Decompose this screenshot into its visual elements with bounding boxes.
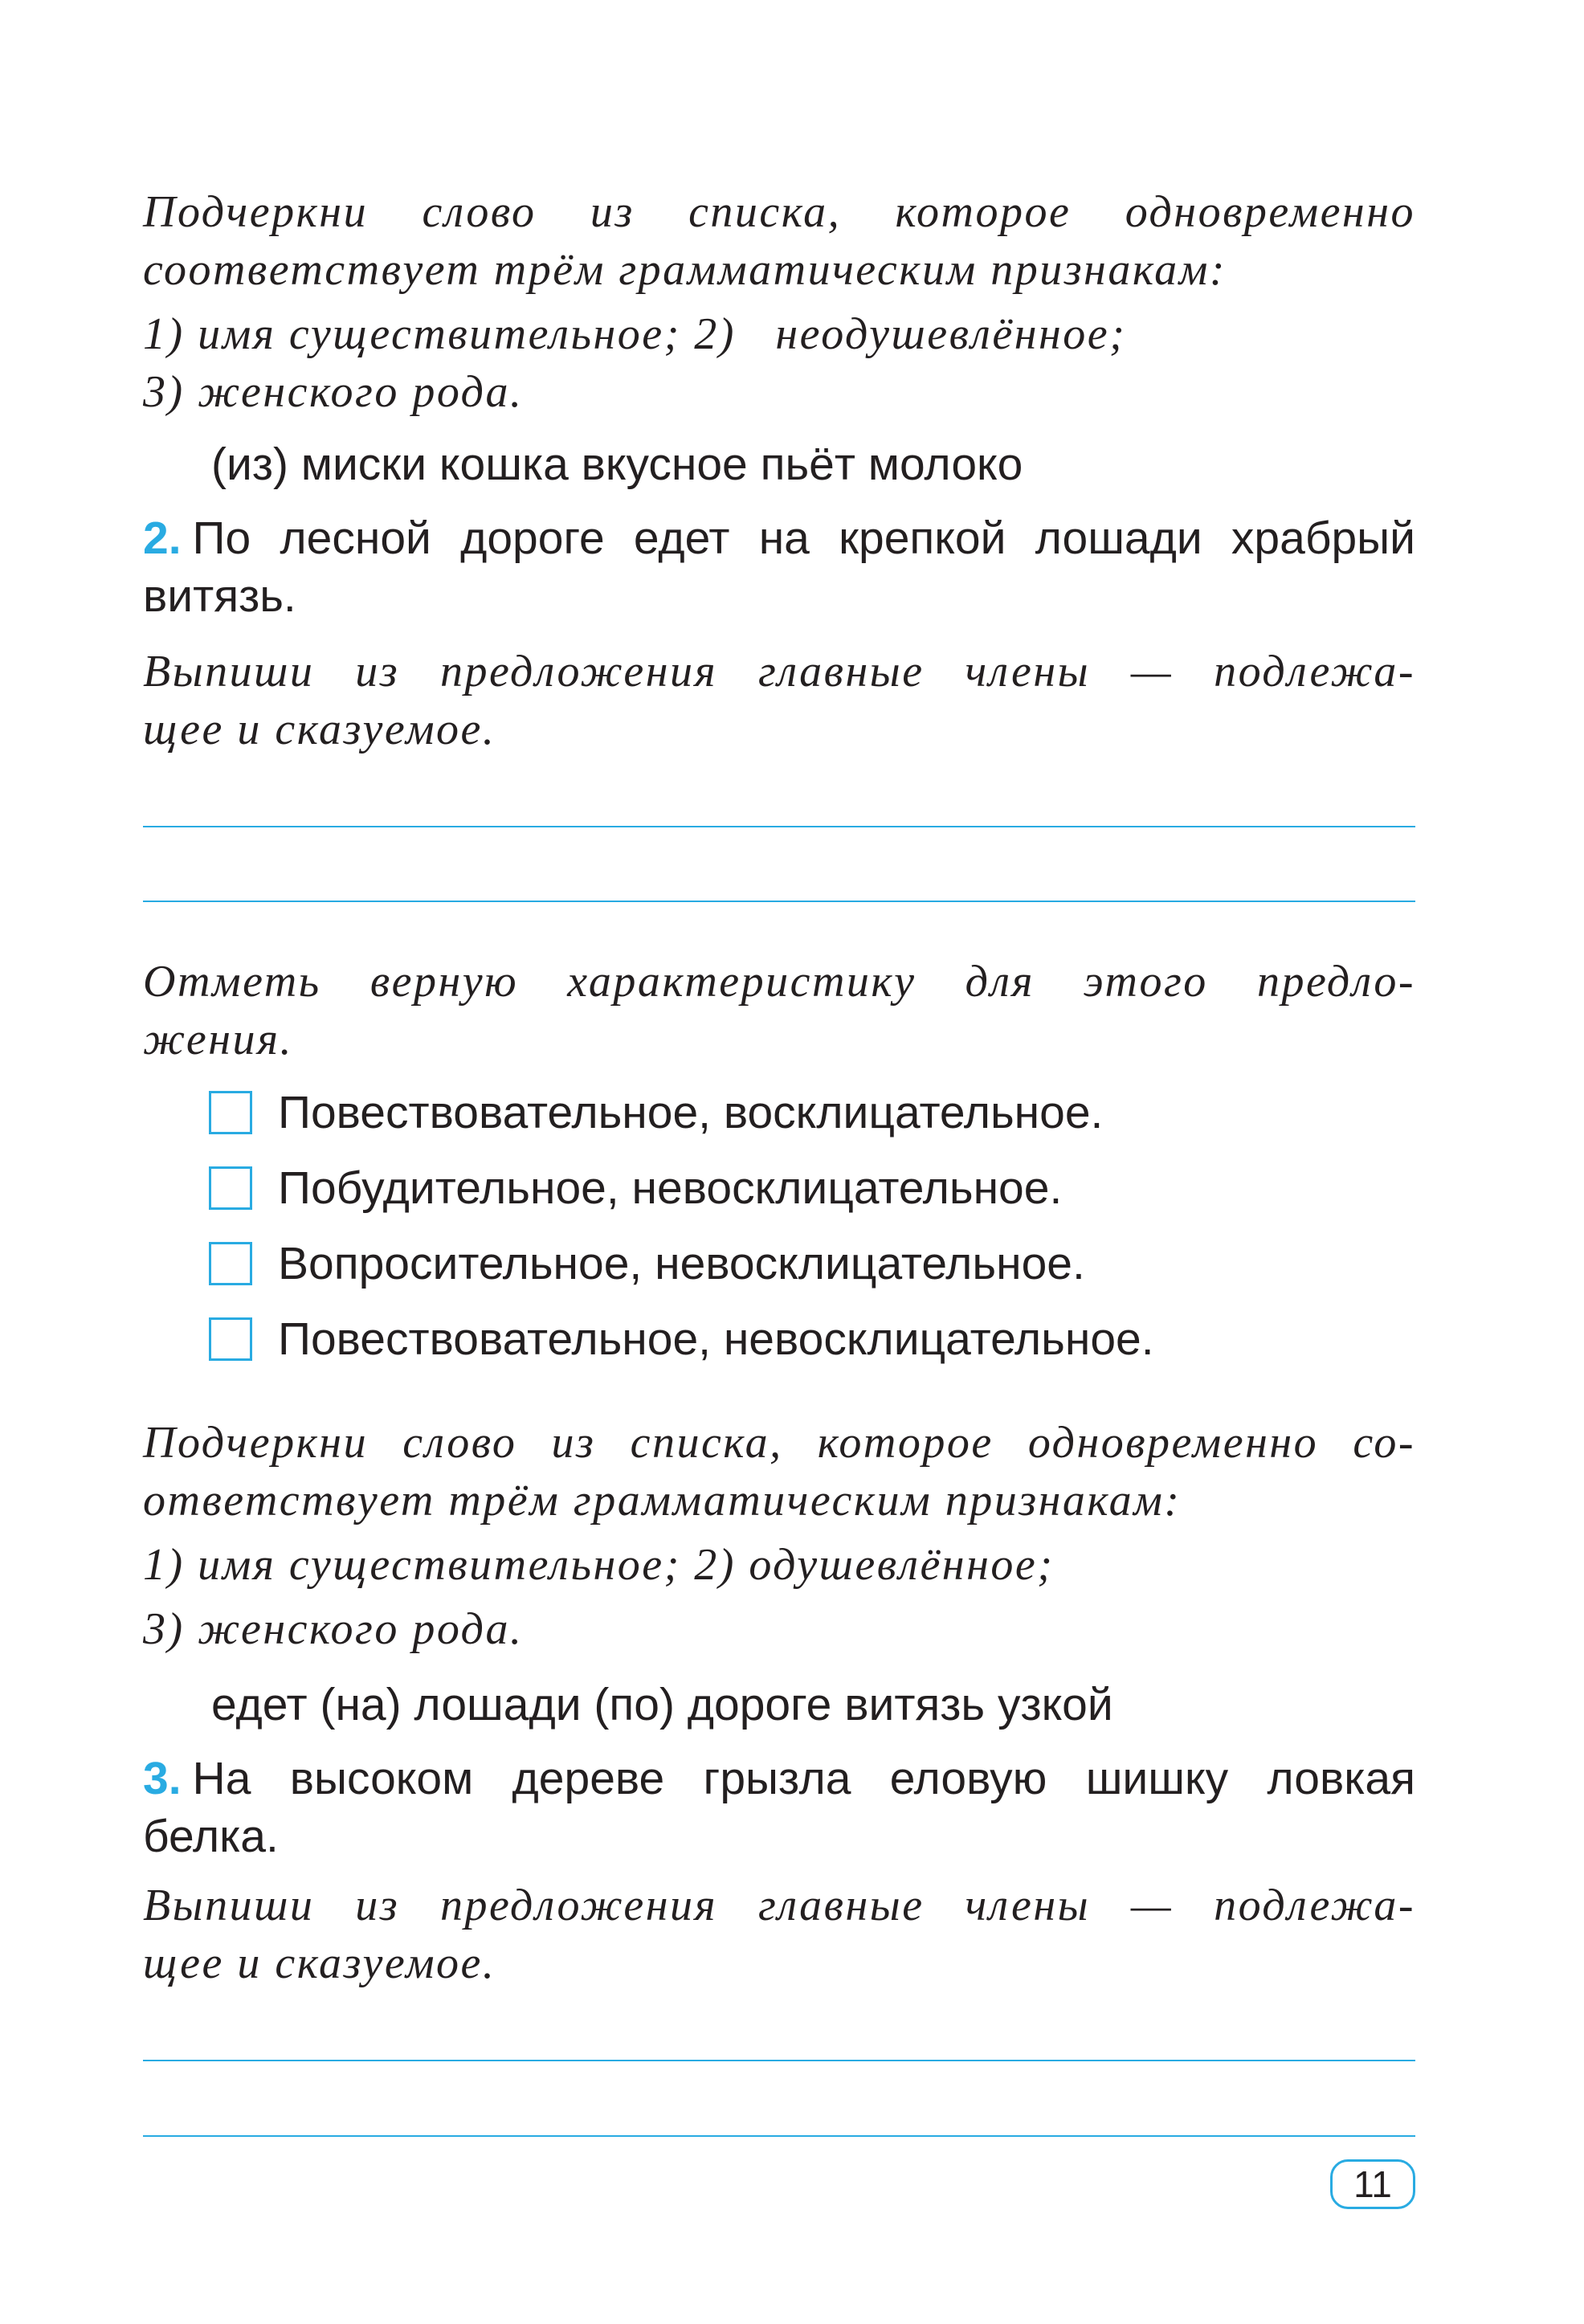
sentence-line: витязь. (143, 570, 296, 622)
sentence-line: По лесной дороге едет на крепкой лошади храбрый (192, 513, 1415, 564)
page-number: 11 (1330, 2159, 1415, 2209)
criteria-line: 1) имя существительное; 2) неодушевлённое; (143, 309, 1127, 359)
task2-sentence (143, 509, 1415, 625)
instruction-line: Подчеркни слово из списка, которое одновременно (143, 187, 1415, 237)
task2-criteria (143, 1600, 1415, 1658)
task2-underline-instruction (143, 1414, 1415, 1530)
option-row[interactable] (209, 1235, 1085, 1293)
criteria-line: 3) женского рода. (143, 367, 524, 417)
workbook-page (143, 0, 1415, 2324)
answer-line[interactable] (143, 2135, 1415, 2137)
answer-line[interactable] (143, 901, 1415, 902)
task2-word-list[interactable]: едет (на) лошади (по) дороге витязь узкой (211, 1679, 1113, 1730)
option-row[interactable] (209, 1084, 1103, 1142)
instruction-line: щее и сказуемое. (143, 1938, 496, 1988)
task1-instruction (143, 183, 1415, 299)
sentence-line: На высоком дереве грызла еловую шишку ловкая (192, 1753, 1415, 1804)
option-label: Побудительное, невосклицательное. (278, 1162, 1063, 1214)
answer-line[interactable] (143, 826, 1415, 827)
criteria-line: 3) женского рода. (143, 1604, 524, 1654)
option-row[interactable] (209, 1310, 1154, 1368)
task1-criteria (143, 305, 1415, 421)
option-row[interactable] (209, 1159, 1062, 1217)
task3-instruction (143, 1877, 1415, 1992)
instruction-line: щее и сказуемое. (143, 705, 496, 754)
option-label: Вопросительное, невосклицательное. (278, 1238, 1085, 1289)
instruction-line: жения. (143, 1015, 294, 1064)
task1-word-list[interactable]: (из) миски кошка вкусное пьёт молоко (211, 439, 1023, 490)
task2-instruction (143, 643, 1415, 758)
checkbox[interactable] (209, 1317, 252, 1361)
instruction-line: ответствует трём грамматическим признакам: (143, 1476, 1182, 1526)
sentence-line: белка. (143, 1811, 279, 1862)
instruction-line: Отметь верную характеристику для этого предло- (143, 957, 1415, 1007)
checkbox[interactable] (209, 1091, 252, 1134)
checkbox[interactable] (209, 1242, 252, 1285)
task2-number: 2. (143, 513, 182, 564)
criteria-line: 1) имя существительное; 2) одушевлённое; (143, 1540, 1055, 1590)
task2-criteria (143, 1536, 1415, 1594)
instruction-line: Выпиши из предложения главные члены — подлежа- (143, 647, 1415, 696)
task2-characteristic-instruction (143, 953, 1415, 1068)
task3-number: 3. (143, 1753, 182, 1804)
checkbox[interactable] (209, 1166, 252, 1210)
task3-sentence (143, 1750, 1415, 1865)
option-label: Повествовательное, невосклицательное. (278, 1313, 1154, 1365)
instruction-line: соответствует трём грамматическим признакам: (143, 245, 1227, 295)
option-label: Повествовательное, восклицательное. (278, 1087, 1104, 1138)
instruction-line: Выпиши из предложения главные члены — подлежа- (143, 1881, 1415, 1930)
answer-line[interactable] (143, 2060, 1415, 2061)
instruction-line: Подчеркни слово из списка, которое одновременно со- (143, 1418, 1415, 1468)
